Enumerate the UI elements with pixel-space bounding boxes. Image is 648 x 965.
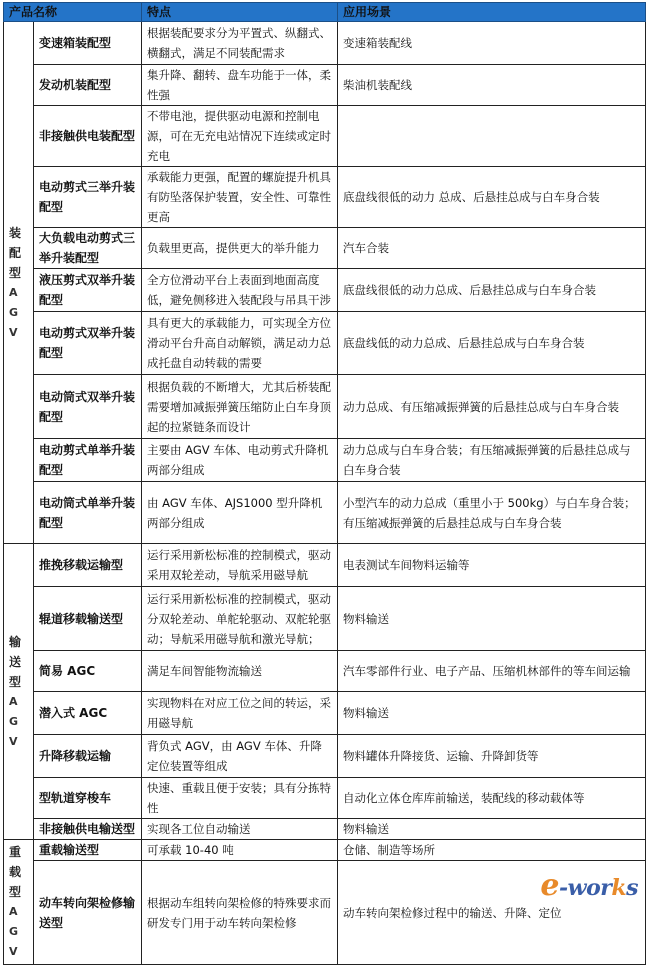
table-row [4,106,646,167]
table-row [4,312,646,375]
agv-product-table [3,2,646,965]
product-name: 发动机装配型 [34,65,142,106]
category-assembly-agv: 装 配 型 A G V [4,22,34,544]
product-name: 电动剪式三举升装配型 [34,167,142,228]
table-row [4,778,646,819]
product-features: 承载能力更强，配置的螺旋提升机具有防坠落保护装置，安全性、可靠性更高 [142,167,338,228]
product-application: 物料罐体升降接货、运输、升降卸货等 [338,735,646,778]
product-name: 升降移载运输 [34,735,142,778]
table-row [4,587,646,651]
product-name: 动车转向架检修输送型 [34,861,142,965]
product-features: 背负式 AGV，由 AGV 车体、升降定位装置等组成 [142,735,338,778]
product-application: 底盘线很低的动力 总成、后悬挂总成与白车身合装 [338,167,646,228]
product-application: 底盘线低的动力总成、后悬挂总成与白车身合装 [338,312,646,375]
product-name: 电动剪式双举升装配型 [34,312,142,375]
product-features: 可承载 10-40 吨 [142,840,338,861]
product-features: 实现物料在对应工位之间的转运，采用磁导航 [142,692,338,735]
product-name: 变速箱装配型 [34,22,142,65]
product-features: 主要由 AGV 车体、电动剪式升降机两部分组成 [142,439,338,482]
product-features: 负载里更高，提供更大的举升能力 [142,228,338,269]
product-name: 重载输送型 [34,840,142,861]
table-row [4,735,646,778]
product-application: 变速箱装配线 [338,22,646,65]
product-features: 快速、重载且便于安装；具有分拣特性 [142,778,338,819]
product-name: 电动筒式双举升装配型 [34,375,142,439]
product-features: 根据负载的不断增大，尤其后桥装配需要增加减振弹簧压缩防止白车身顶起的拉紧链条而设计 [142,375,338,439]
category-conveyor-agv: 输 送 型 A G V [4,544,34,840]
product-name: 简易 AGC [34,651,142,692]
product-features: 不带电池，提供驱动电源和控制电源，可在无充电站情况下连续或定时充电 [142,106,338,167]
product-application: 仓储、制造等场所 [338,840,646,861]
table-row [4,819,646,840]
product-name: 潜入式 AGC [34,692,142,735]
product-features: 由 AGV 车体、AJS1000 型升降机两部分组成 [142,482,338,544]
product-application: 自动化立体仓库库前输送，装配线的移动载体等 [338,778,646,819]
table-row [4,22,646,65]
product-features: 根据动车组转向架检修的特殊要求而研发专门用于动车转向架检修 [142,861,338,965]
table-row [4,840,646,861]
eworks-watermark-logo: e-works [540,868,638,903]
product-application: 动车转向架检修过程中的输送、升降、定位 [338,861,646,965]
table-row [4,167,646,228]
table-row [4,651,646,692]
product-name: 大负载电动剪式三举升装配型 [34,228,142,269]
table-row [4,692,646,735]
product-features: 集升降、翻转、盘车功能于一体，柔性强 [142,65,338,106]
product-application: 物料输送 [338,819,646,840]
product-application: 动力总成与白车身合装；有压缩减振弹簧的后悬挂总成与白车身合装 [338,439,646,482]
table-row [4,482,646,544]
product-application: 电表测试车间物料运输等 [338,544,646,587]
product-features: 运行采用新松标准的控制模式，驱动分双轮差动、单舵轮驱动、双舵轮驱动；导航采用磁导航和激光导航； [142,587,338,651]
product-application: 底盘线很低的动力总成、后悬挂总成与白车身合装 [338,269,646,312]
header-application: 应用场景 [338,3,646,22]
product-name: 电动筒式单举升装配型 [34,482,142,544]
product-application: 小型汽车的动力总成（重里小于 500kg）与白车身合装；有压缩减振弹簧的后悬挂总成与白车身合装 [338,482,646,544]
product-application: 柴油机装配线 [338,65,646,106]
product-features: 满足车间智能物流输送 [142,651,338,692]
product-application: 物料输送 [338,587,646,651]
table-row [4,375,646,439]
product-name: 非接触供电输送型 [34,819,142,840]
table-row [4,228,646,269]
product-name: 推挽移载运输型 [34,544,142,587]
product-application: 汽车合装 [338,228,646,269]
product-features: 全方位滑动平台上表面到地面高度低，避免侧移进入装配段与吊具干涉 [142,269,338,312]
header-product-name: 产品名称 [4,3,142,22]
table-row [4,544,646,587]
product-application [338,106,646,167]
header-features: 特点 [142,3,338,22]
product-name: 电动剪式单举升装配型 [34,439,142,482]
table-row [4,439,646,482]
table-row [4,269,646,312]
table-header-row [4,3,646,22]
category-heavy-load-agv: 重 载 型 A G V [4,840,34,965]
product-features: 实现各工位自动输送 [142,819,338,840]
product-application: 物料输送 [338,692,646,735]
product-name: 液压剪式双举升装配型 [34,269,142,312]
product-features: 具有更大的承载能力，可实现全方位滑动平台升高自动解锁，满足动力总成托盘自动转载的需要 [142,312,338,375]
product-features: 根据装配要求分为平置式、纵翻式、横翻式，满足不同装配需求 [142,22,338,65]
product-application: 汽车零部件行业、电子产品、压缩机林部件的等车间运输 [338,651,646,692]
product-application: 动力总成、有压缩减振弹簧的后悬挂总成与白车身合装 [338,375,646,439]
product-name: 非接触供电装配型 [34,106,142,167]
product-features: 运行采用新松标准的控制模式，驱动采用双轮差动，导航采用磁导航 [142,544,338,587]
product-name: 辊道移载输送型 [34,587,142,651]
table-row [4,65,646,106]
product-name: 型轨道穿梭车 [34,778,142,819]
